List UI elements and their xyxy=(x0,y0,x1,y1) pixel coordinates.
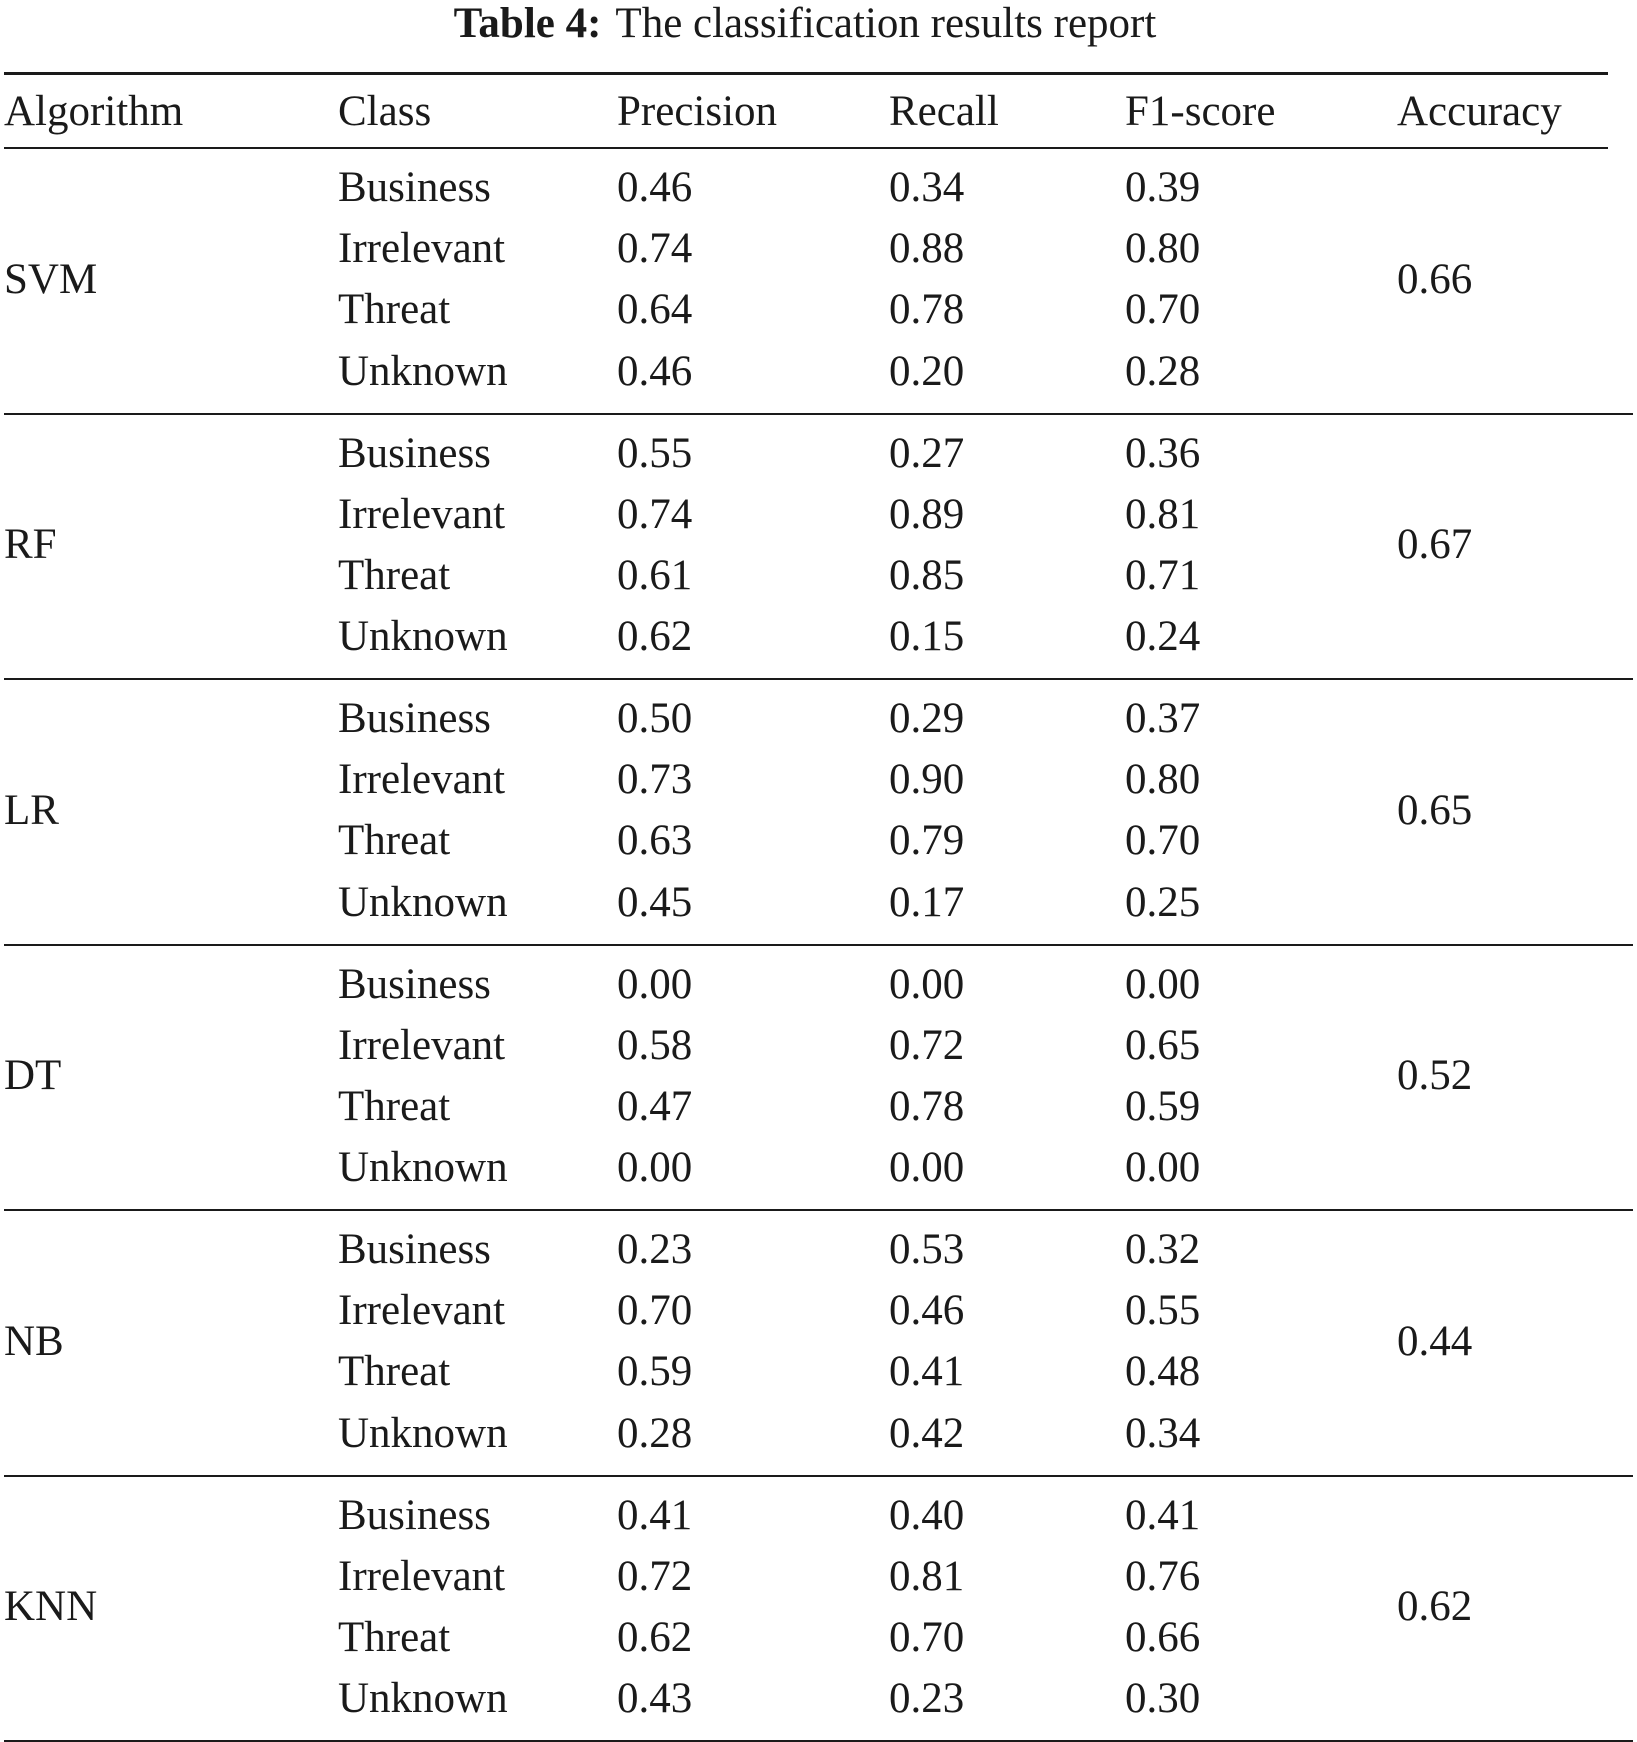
cell-f1-score: 0.48 xyxy=(1125,1348,1201,1396)
cell-class: Unknown xyxy=(338,1675,508,1723)
cell-f1-score: 0.71 xyxy=(1125,551,1201,599)
cell-precision: 0.59 xyxy=(617,1348,693,1396)
header-precision: Precision xyxy=(617,88,778,135)
cell-class: Irrelevant xyxy=(338,1287,506,1335)
cell-class: Threat xyxy=(338,1082,451,1130)
top-rule xyxy=(4,72,1608,75)
cell-f1-score: 0.76 xyxy=(1125,1552,1201,1600)
cell-f1-score: 0.39 xyxy=(1125,164,1201,211)
cell-precision: 0.55 xyxy=(617,429,693,477)
cell-accuracy: 0.52 xyxy=(1397,1052,1473,1100)
cell-f1-score: 0.28 xyxy=(1125,347,1201,395)
cell-recall: 0.88 xyxy=(889,225,965,273)
cell-recall: 0.00 xyxy=(889,960,965,1008)
cell-f1-score: 0.70 xyxy=(1125,817,1201,865)
cell-class: Business xyxy=(338,960,491,1008)
cell-precision: 0.23 xyxy=(617,1226,693,1273)
cell-f1-score: 0.00 xyxy=(1125,960,1201,1008)
cell-class: Threat xyxy=(338,286,451,334)
cell-recall: 0.17 xyxy=(889,878,965,926)
group-separator-rule xyxy=(4,413,1633,415)
cell-class: Unknown xyxy=(338,347,508,395)
cell-recall: 0.23 xyxy=(889,1675,965,1723)
table-caption-label: Table 4: xyxy=(453,0,602,47)
cell-recall: 0.78 xyxy=(889,286,965,334)
cell-recall: 0.15 xyxy=(889,613,965,661)
cell-recall: 0.72 xyxy=(889,1021,965,1069)
cell-precision: 0.73 xyxy=(617,756,693,804)
cell-f1-score: 0.24 xyxy=(1125,613,1201,661)
cell-class: Unknown xyxy=(338,878,508,926)
cell-accuracy: 0.44 xyxy=(1397,1317,1473,1365)
cell-precision: 0.63 xyxy=(617,817,693,865)
cell-f1-score: 0.66 xyxy=(1125,1613,1201,1661)
cell-precision: 0.28 xyxy=(617,1409,693,1457)
cell-class: Irrelevant xyxy=(338,1021,506,1069)
cell-f1-score: 0.70 xyxy=(1125,286,1201,334)
cell-precision: 0.00 xyxy=(617,960,693,1008)
cell-class: Business xyxy=(338,1226,491,1273)
cell-recall: 0.85 xyxy=(889,551,965,599)
cell-f1-score: 0.80 xyxy=(1125,225,1201,273)
cell-precision: 0.58 xyxy=(617,1021,693,1069)
header-recall: Recall xyxy=(889,88,999,135)
cell-precision: 0.00 xyxy=(617,1144,693,1192)
cell-algorithm: RF xyxy=(4,521,57,569)
cell-f1-score: 0.34 xyxy=(1125,1409,1201,1457)
group-separator-rule xyxy=(4,944,1633,946)
cell-precision: 0.50 xyxy=(617,695,693,742)
cell-recall: 0.53 xyxy=(889,1226,965,1273)
cell-f1-score: 0.32 xyxy=(1125,1226,1201,1273)
cell-algorithm: LR xyxy=(4,786,59,834)
group-separator-rule xyxy=(4,1475,1633,1477)
cell-class: Threat xyxy=(338,817,451,865)
cell-algorithm: KNN xyxy=(4,1583,98,1631)
cell-precision: 0.72 xyxy=(617,1552,693,1600)
cell-f1-score: 0.65 xyxy=(1125,1021,1201,1069)
cell-class: Irrelevant xyxy=(338,1552,506,1600)
header-rule xyxy=(4,147,1608,149)
cell-class: Business xyxy=(338,1491,491,1539)
table-caption-text: The classification results report xyxy=(615,0,1157,47)
cell-f1-score: 0.25 xyxy=(1125,878,1201,926)
cell-precision: 0.70 xyxy=(617,1287,693,1335)
cell-recall: 0.00 xyxy=(889,1144,965,1192)
cell-class: Business xyxy=(338,164,491,211)
cell-f1-score: 0.81 xyxy=(1125,490,1201,538)
cell-class: Threat xyxy=(338,1613,451,1661)
cell-recall: 0.78 xyxy=(889,1082,965,1130)
cell-precision: 0.61 xyxy=(617,551,693,599)
cell-f1-score: 0.41 xyxy=(1125,1491,1201,1539)
cell-accuracy: 0.67 xyxy=(1397,521,1473,569)
cell-recall: 0.29 xyxy=(889,695,965,742)
group-separator-rule xyxy=(4,678,1633,680)
group-separator-rule xyxy=(4,1209,1633,1211)
cell-recall: 0.89 xyxy=(889,490,965,538)
header-accuracy: Accuracy xyxy=(1397,88,1562,135)
cell-class: Irrelevant xyxy=(338,225,506,273)
cell-class: Unknown xyxy=(338,1409,508,1457)
cell-recall: 0.27 xyxy=(889,429,965,477)
cell-f1-score: 0.37 xyxy=(1125,695,1201,742)
cell-recall: 0.90 xyxy=(889,756,965,804)
cell-algorithm: DT xyxy=(4,1052,62,1100)
cell-precision: 0.46 xyxy=(617,347,693,395)
cell-precision: 0.45 xyxy=(617,878,693,926)
cell-class: Irrelevant xyxy=(338,756,506,804)
cell-accuracy: 0.65 xyxy=(1397,786,1473,834)
cell-recall: 0.46 xyxy=(889,1287,965,1335)
cell-precision: 0.43 xyxy=(617,1675,693,1723)
cell-recall: 0.41 xyxy=(889,1348,965,1396)
cell-precision: 0.74 xyxy=(617,490,693,538)
cell-recall: 0.79 xyxy=(889,817,965,865)
cell-recall: 0.34 xyxy=(889,164,965,211)
header-algorithm: Algorithm xyxy=(4,88,184,135)
cell-recall: 0.42 xyxy=(889,1409,965,1457)
cell-f1-score: 0.55 xyxy=(1125,1287,1201,1335)
cell-accuracy: 0.66 xyxy=(1397,255,1473,303)
header-f1-score: F1-score xyxy=(1125,88,1276,135)
cell-precision: 0.41 xyxy=(617,1491,693,1539)
cell-f1-score: 0.00 xyxy=(1125,1144,1201,1192)
cell-precision: 0.62 xyxy=(617,613,693,661)
cell-recall: 0.40 xyxy=(889,1491,965,1539)
cell-recall: 0.81 xyxy=(889,1552,965,1600)
cell-f1-score: 0.59 xyxy=(1125,1082,1201,1130)
cell-algorithm: NB xyxy=(4,1317,64,1365)
cell-precision: 0.64 xyxy=(617,286,693,334)
table-caption xyxy=(0,0,1610,48)
cell-precision: 0.47 xyxy=(617,1082,693,1130)
cell-class: Unknown xyxy=(338,613,508,661)
header-class: Class xyxy=(338,88,432,135)
cell-f1-score: 0.36 xyxy=(1125,429,1201,477)
cell-f1-score: 0.30 xyxy=(1125,1675,1201,1723)
cell-class: Threat xyxy=(338,551,451,599)
cell-class: Business xyxy=(338,429,491,477)
cell-class: Business xyxy=(338,695,491,742)
cell-class: Threat xyxy=(338,1348,451,1396)
cell-recall: 0.70 xyxy=(889,1613,965,1661)
cell-f1-score: 0.80 xyxy=(1125,756,1201,804)
cell-class: Irrelevant xyxy=(338,490,506,538)
cell-precision: 0.46 xyxy=(617,164,693,211)
cell-precision: 0.74 xyxy=(617,225,693,273)
cell-recall: 0.20 xyxy=(889,347,965,395)
cell-accuracy: 0.62 xyxy=(1397,1583,1473,1631)
cell-precision: 0.62 xyxy=(617,1613,693,1661)
cell-algorithm: SVM xyxy=(4,255,98,303)
cell-class: Unknown xyxy=(338,1144,508,1192)
